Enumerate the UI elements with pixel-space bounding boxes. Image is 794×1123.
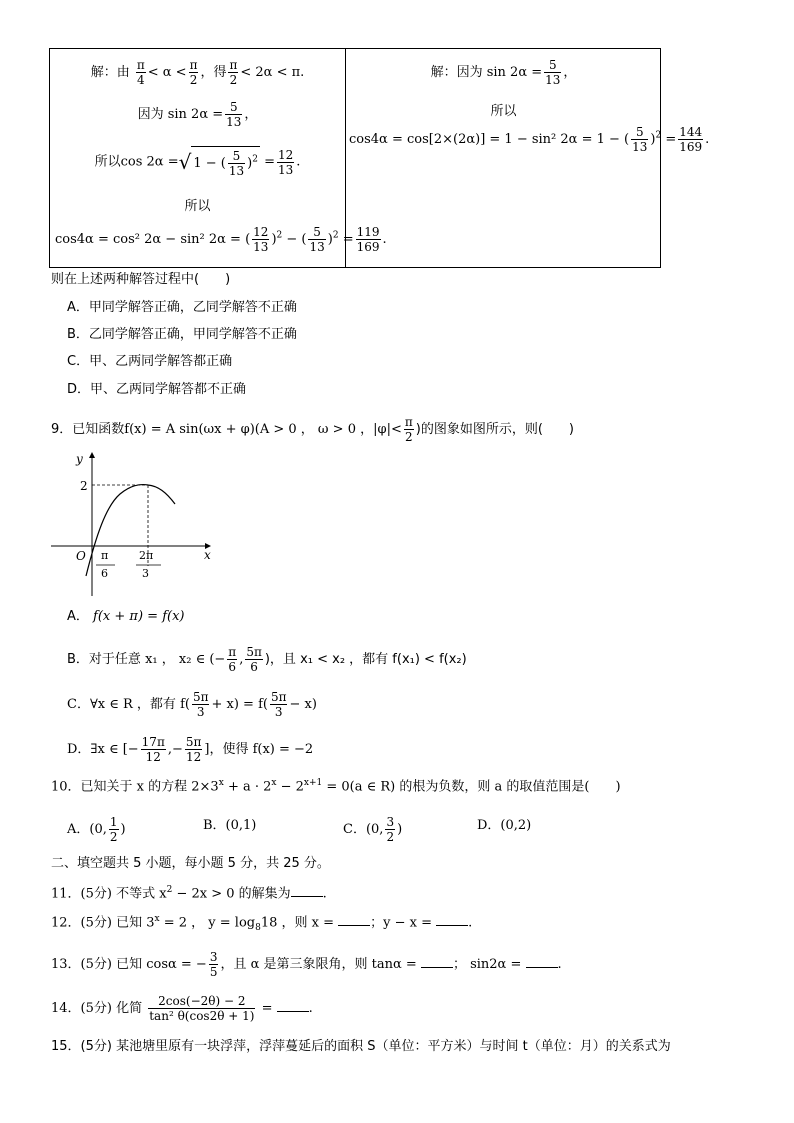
q9-option-c: C．∀x ∈ R ，都有 f( $\frac{5\pi}{3}$ + x) = f( $\frac{5\pi}{3}$ − x) (67, 690, 317, 719)
q8-option-c: C．甲、乙两同学解答都正确 (67, 354, 233, 369)
left-line-1: 解：由 $\frac{\pi}{4}$ < α < $\frac{\pi}{2}$ ，得 $\frac{\pi}{2}$ < 2α < π. (90, 58, 305, 87)
sine-curve (86, 485, 175, 576)
q10-option-a: A．(0, $\frac{1}{2}$ ) (67, 815, 126, 844)
graph-origin: O (76, 549, 86, 563)
left-line-2: 因为 sin 2α = $\frac{5}{13}$ ， (137, 100, 258, 129)
graph-y-value: 2 (80, 479, 88, 493)
q10-option-b: B．(0,1) (203, 818, 257, 833)
q14: 14．(5分) 化简 $\frac{2\cos(-2\theta) - 2}{\text{tan² θ(cos2θ + 1)}}$ = . (51, 994, 313, 1023)
q8-stem: 则在上述两种解答过程中( ) (51, 272, 231, 287)
function-graph (48, 448, 218, 598)
answer-blank[interactable] (421, 957, 453, 968)
graph-x2-num: 2π (139, 549, 154, 562)
left-line-3: 所以cos 2α =√ 1 − ( $\frac{5}{13}$ )$^2$ = $\frac{12}{13}$ . (94, 147, 301, 178)
right-line-2: 所以 (490, 104, 517, 119)
q8-option-b: B．乙同学解答正确，甲同学解答不正确 (67, 327, 297, 342)
left-line-4: 所以 (184, 199, 211, 214)
q12: 12．(5分) 已知 3$^x$ = 2 ， $y = \log_818$ ，则 x = ；y − x = . (51, 914, 473, 933)
q9-option-d: D．∃x ∈ [− $\frac{17\pi}{12}$ ,− $\frac{5\pi}{12}$ ]，使得 f(x) = −2 (67, 735, 314, 764)
q10-stem: 10．已知关于 x 的方程 $2\times 3^x + a \cdot 2^x - 2^{x+1} = 0(a$ ∈ R) 的根为负数，则 a 的取值范围是( ) (51, 778, 621, 795)
answer-blank[interactable] (436, 915, 468, 926)
answer-blank[interactable] (277, 1001, 309, 1012)
q13: 13．(5分) 已知 cosα = − $\frac{3}{5}$ ，且 α 是第三象限角，则 tanα = ； sin2α = . (51, 950, 562, 979)
graph-x1-num: π (101, 549, 109, 562)
left-line-5: cos4α = cos² 2α − sin² 2α = ( $\frac{12}{13}$ )$^2$ − ( $\frac{5}{13}$ )$^2$ = $\frac{119}{169}$ . (55, 225, 387, 254)
right-line-1: 解：因为 sin 2α = $\frac{5}{13}$ ， (430, 58, 577, 87)
q9-option-b: B．对于任意 x₁ ， x₂ ∈ (− $\frac{\pi}{6}$ , $\frac{5\pi}{6}$ )，且 x₁ < x₂ ，都有 f(x₁) < f(x₂) (67, 645, 467, 674)
graph-y-label: y (76, 452, 83, 466)
q8-option-d: D．甲、乙两同学解答都不正确 (67, 382, 247, 397)
q9-stem: 9．已知函数f(x) = A sin(ωx + φ)(A > 0 ， ω > 0 ，|φ|< $\frac{\pi}{2}$ )的图象如图所示，则( ) (51, 415, 574, 444)
graph-x2-den: 3 (142, 567, 149, 580)
q10-option-d: D．(0,2) (477, 818, 532, 833)
q11: 11．(5分) 不等式 $x^2 - 2x > 0$ 的解集为 . (51, 885, 327, 902)
q9-option-a: A． f(x + π) = f(x) (67, 609, 185, 624)
section-2-heading: 二、填空题共 5 小题，每小题 5 分，共 25 分。 (51, 856, 330, 871)
right-line-3: cos4α = cos[2×(2α)] = 1 − sin² 2α = 1 − ( $\frac{5}{13}$ )$^2$ = $\frac{144}{169}$ . (349, 125, 710, 154)
answer-blank[interactable] (526, 957, 558, 968)
q8-option-a: A．甲同学解答正确，乙同学解答不正确 (67, 300, 297, 315)
q10-option-c: C．(0, $\frac{3}{2}$ ) (343, 815, 403, 844)
answer-blank[interactable] (291, 886, 323, 897)
answer-blank[interactable] (338, 915, 370, 926)
q15: 15．(5分) 某池塘里原有一块浮萍，浮萍蔓延后的面积 S（单位：平方米）与时间 t（单位：月）的关系式为 (51, 1039, 671, 1054)
graph-x1-den: 6 (101, 567, 108, 580)
graph-x-label: x (204, 548, 211, 562)
